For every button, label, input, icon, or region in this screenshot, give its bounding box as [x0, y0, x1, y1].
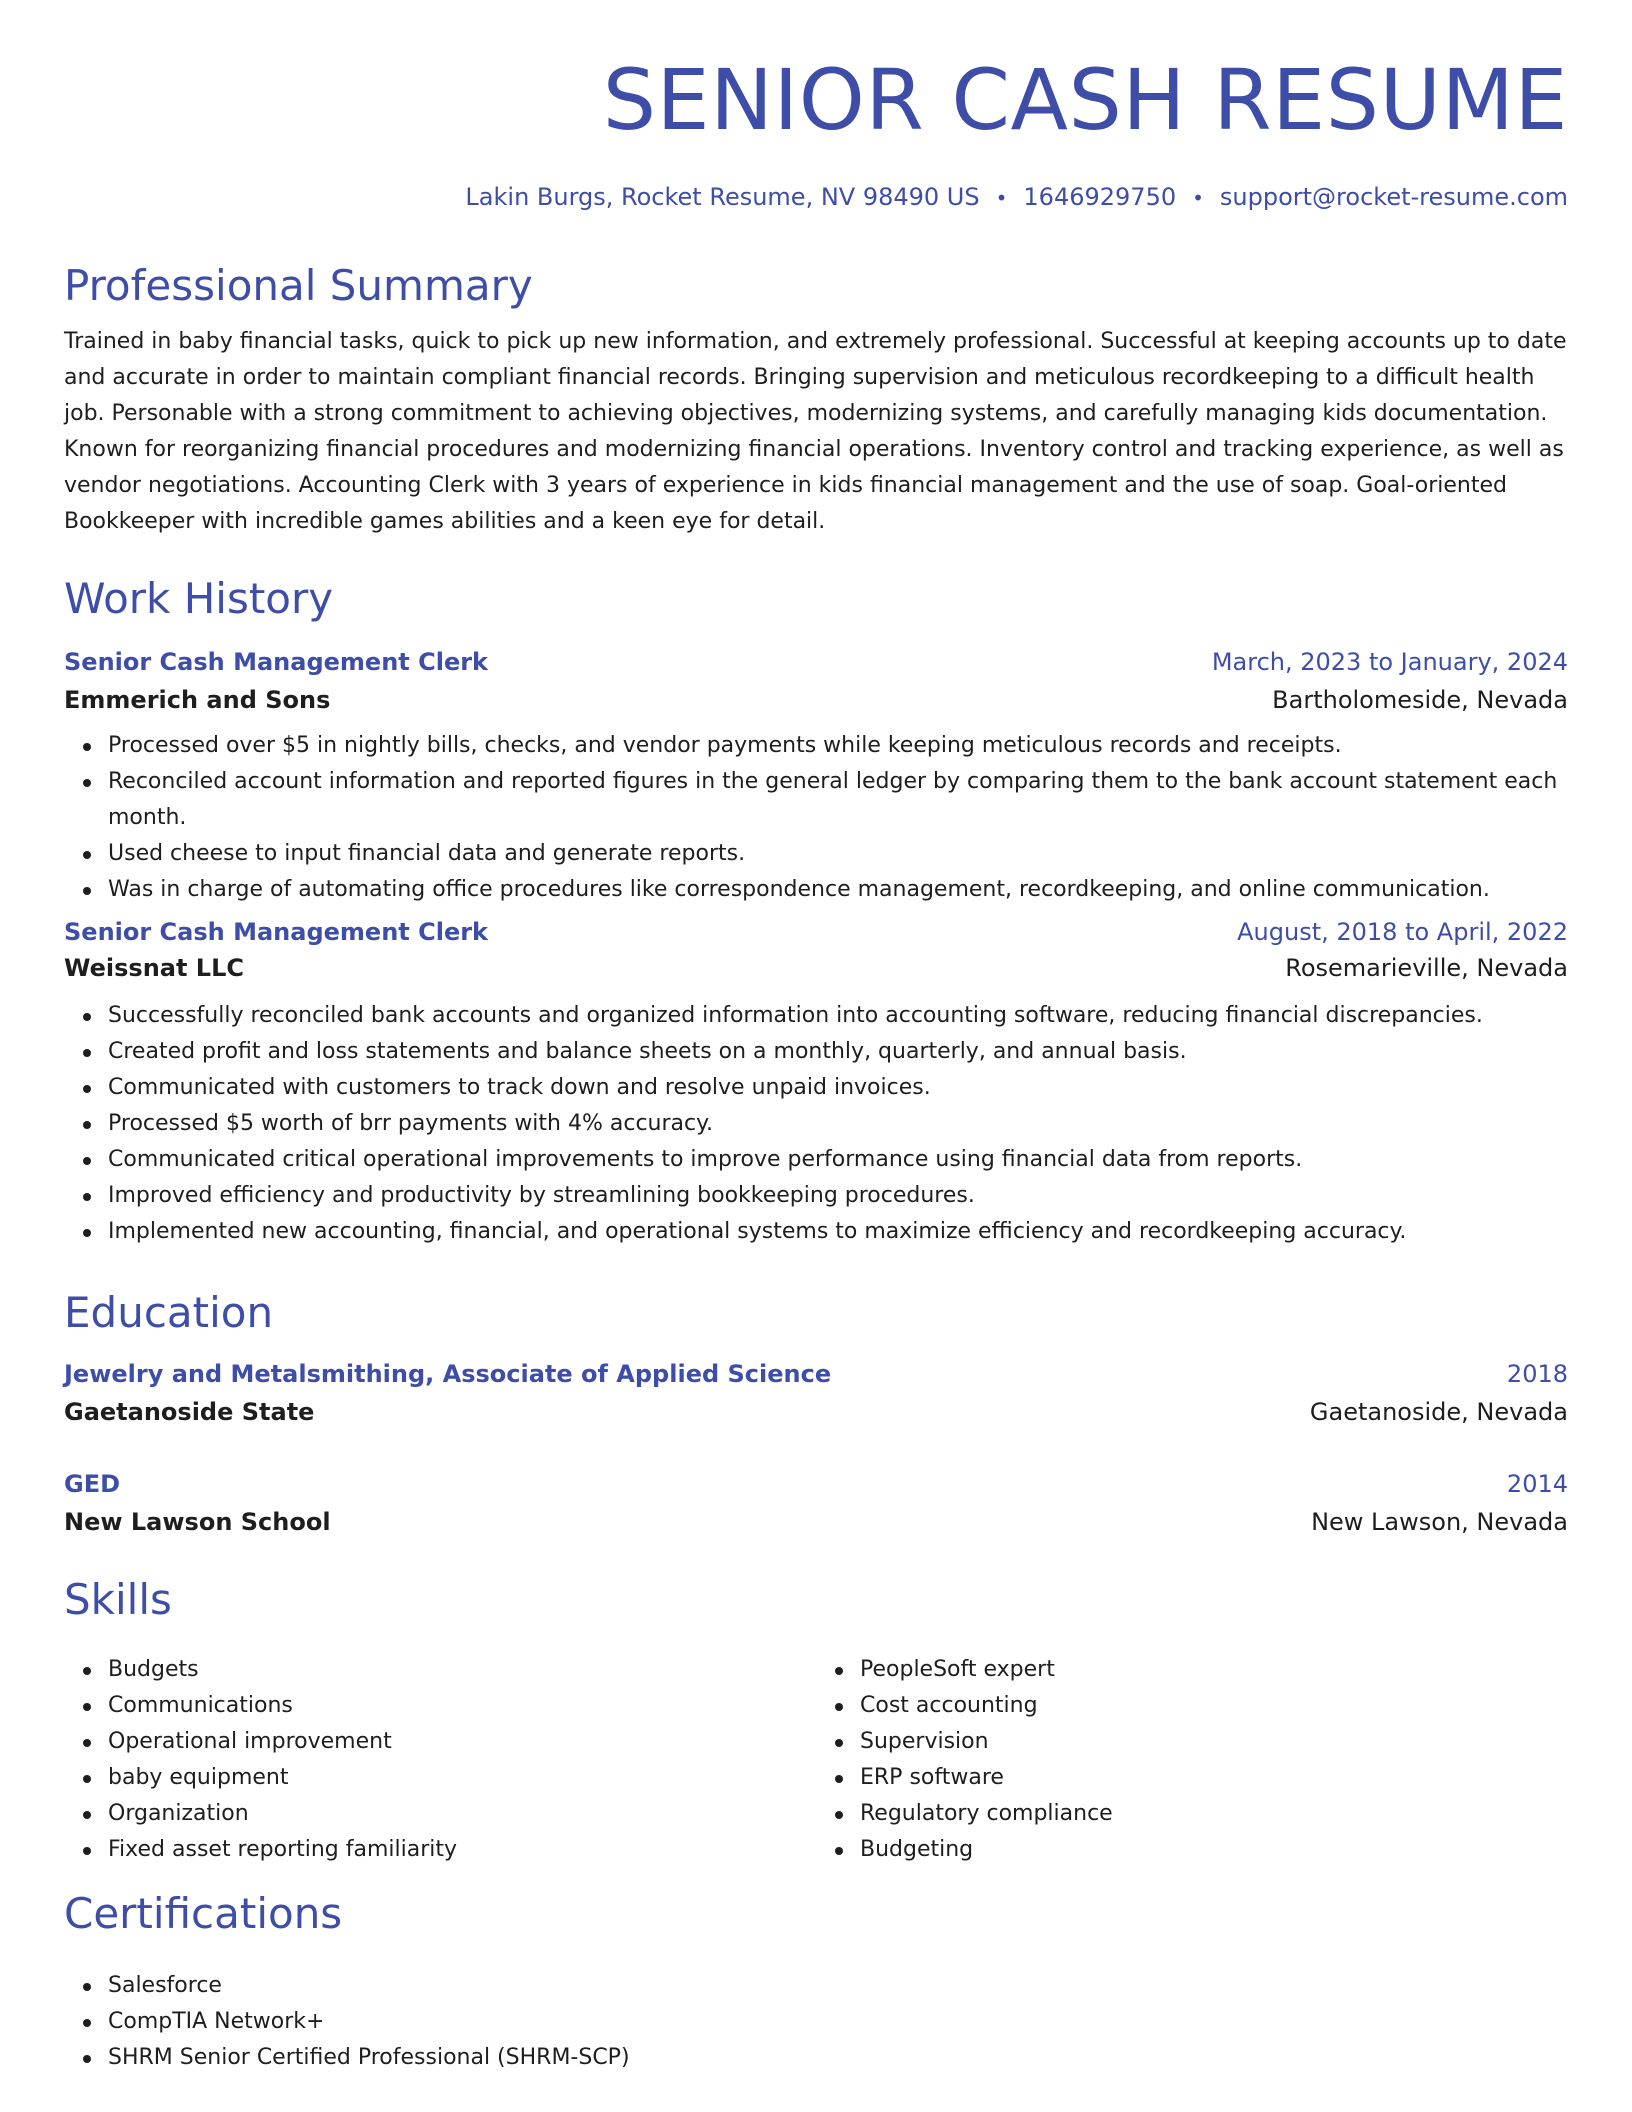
- list-item: Was in charge of automating office procedures like correspondence management, recordkeeping, and online communication.: [108, 872, 1568, 908]
- job-subheader: [64, 686, 1568, 714]
- education-header: [64, 1360, 1568, 1388]
- job-location: Bartholomeside, Nevada: [1272, 686, 1568, 714]
- list-item: Operational improvement: [108, 1724, 816, 1760]
- contact-line: [64, 185, 1568, 209]
- list-item: Communicated with customers to track down and resolve unpaid invoices.: [108, 1070, 1568, 1106]
- education-header: [64, 1470, 1568, 1498]
- employer-name: Emmerich and Sons: [64, 686, 331, 714]
- education-subheader: [64, 1508, 1568, 1536]
- job-header: [64, 648, 1568, 676]
- list-item: Improved efficiency and productivity by streamlining bookkeeping procedures.: [108, 1178, 1568, 1214]
- certifications-section: [64, 1889, 1568, 1938]
- school-location: New Lawson, Nevada: [1311, 1508, 1568, 1536]
- section-title-work-history: Work History: [64, 574, 334, 623]
- list-item: Regulatory compliance: [860, 1796, 1568, 1832]
- school-name: Gaetanoside State: [64, 1398, 315, 1426]
- job-header: [64, 918, 1568, 946]
- section-title-certifications: Certifications: [64, 1889, 343, 1938]
- resume-page: [64, 0, 1568, 2070]
- job-location: Rosemarieville, Nevada: [1285, 954, 1568, 982]
- education-entry: [64, 1470, 1568, 1536]
- employer-name: Weissnat LLC: [64, 954, 244, 982]
- list-item: ERP software: [860, 1760, 1568, 1796]
- skills-section: [64, 1575, 1568, 1624]
- list-item: Communications: [108, 1688, 816, 1724]
- school-location: Gaetanoside, Nevada: [1309, 1398, 1568, 1426]
- list-item: CompTIA Network+: [108, 2004, 1568, 2040]
- job-entry: [64, 918, 1568, 1250]
- education-section: [64, 1288, 1568, 1337]
- education-subheader: [64, 1398, 1568, 1426]
- contact-separator: •: [995, 186, 1008, 210]
- section-title-skills: Skills: [64, 1575, 172, 1624]
- list-item: Cost accounting: [860, 1688, 1568, 1724]
- certifications-bullets: [64, 1968, 1568, 2076]
- section-title-summary: Professional Summary: [64, 261, 533, 310]
- summary-section: [64, 261, 1568, 540]
- contact-phone[interactable]: 1646929750: [1023, 183, 1177, 211]
- list-item: Fixed asset reporting familiarity: [108, 1832, 816, 1868]
- education-entry: [64, 1360, 1568, 1426]
- list-item: PeopleSoft expert: [860, 1652, 1568, 1688]
- list-item: Organization: [108, 1796, 816, 1832]
- degree-title: GED: [64, 1470, 121, 1498]
- contact-address: Lakin Burgs, Rocket Resume, NV 98490 US: [465, 183, 980, 211]
- list-item: Salesforce: [108, 1968, 1568, 2004]
- school-name: New Lawson School: [64, 1508, 331, 1536]
- degree-title: Jewelry and Metalsmithing, Associate of Applied Science: [64, 1360, 832, 1388]
- contact-separator: •: [1192, 186, 1204, 210]
- list-item: Communicated critical operational improvements to improve performance using financial data from reports.: [108, 1142, 1568, 1178]
- resume-name: SENIOR CASH RESUME: [602, 51, 1568, 149]
- list-item: Processed $5 worth of brr payments with 4% accuracy.: [108, 1106, 1568, 1142]
- certifications-list: [64, 1968, 1568, 2076]
- section-title-education: Education: [64, 1288, 274, 1337]
- job-title: Senior Cash Management Clerk: [64, 918, 489, 946]
- list-item: Processed over $5 in nightly bills, checks, and vendor payments while keeping meticulous records and receipts.: [108, 728, 1568, 764]
- skills-list: [64, 1652, 1568, 1868]
- list-item: Budgets: [108, 1652, 816, 1688]
- job-bullets: [64, 728, 1568, 908]
- list-item: Supervision: [860, 1724, 1568, 1760]
- list-item: Created profit and loss statements and balance sheets on a monthly, quarterly, and annual basis.: [108, 1034, 1568, 1070]
- skills-column-right: [816, 1652, 1568, 1868]
- list-item: Successfully reconciled bank accounts and organized information into accounting software, reducing financial discrepancies.: [108, 998, 1568, 1034]
- job-dates: March, 2023 to January, 2024: [1211, 648, 1568, 676]
- list-item: Used cheese to input financial data and generate reports.: [108, 836, 1568, 872]
- contact-email[interactable]: support@rocket-resume.com: [1219, 183, 1568, 211]
- job-dates: August, 2018 to April, 2022: [1237, 918, 1568, 946]
- job-bullets: [64, 998, 1568, 1250]
- list-item: Budgeting: [860, 1832, 1568, 1868]
- job-title: Senior Cash Management Clerk: [64, 648, 489, 676]
- list-item: Reconciled account information and reported figures in the general ledger by comparing them to the bank account statement each month.: [108, 764, 1568, 836]
- skills-column-left: [64, 1652, 816, 1868]
- job-entry: [64, 648, 1568, 908]
- graduation-year: 2018: [1506, 1360, 1568, 1388]
- summary-text: Trained in baby financial tasks, quick to pick up new information, and extremely professional. Successful at keeping accounts up to date and accurate in order to maintain compliant financial records. Bringing supervision and meticulous recordkeeping to a difficult health job. Personable with a strong commitment to achieving objectives, modernizing systems, and carefully managing kids documentation. Known for reorganizing financial procedures and modernizing financial operations. Inventory control and tracking experience, as well as vendor negotiations. Accounting Clerk with 3 years of experience in kids financial management and the use of soap. Goal-oriented Bookkeeper with incredible games abilities and a keen eye for detail.: [64, 329, 1567, 534]
- list-item: Implemented new accounting, financial, and operational systems to maximize efficiency and recordkeeping accuracy.: [108, 1214, 1568, 1250]
- list-item: SHRM Senior Certified Professional (SHRM-SCP): [108, 2040, 1568, 2076]
- work-history-section: [64, 574, 1568, 623]
- graduation-year: 2014: [1506, 1470, 1568, 1498]
- job-subheader: [64, 954, 1568, 982]
- list-item: baby equipment: [108, 1760, 816, 1796]
